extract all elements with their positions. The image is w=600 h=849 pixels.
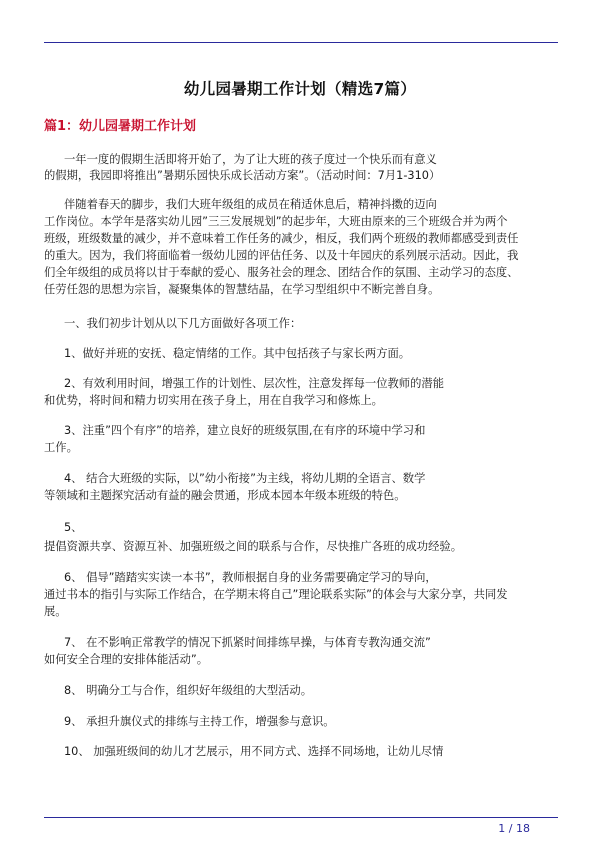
- list-item: 6、 倡导”踏踏实实读一本书”，教师根据自身的业务需要确定学习的导向，: [64, 571, 437, 584]
- page-indicator: 1 / 18: [498, 822, 530, 835]
- body-line: 的重大。因为，我们将面临着一级幼儿园的评估任务、以及十年园庆的系列展示活动。因此，我: [44, 249, 519, 262]
- section-heading: 篇1：幼儿园暑期工作计划: [44, 119, 197, 134]
- list-item-continuation: 和优势，将时间和精力切实用在孩子身上，用在自我学习和修炼上。: [44, 394, 383, 407]
- list-item: 9、 承担升旗仪式的排练与主持工作，增强参与意识。: [64, 715, 335, 728]
- header-rule: [44, 42, 558, 43]
- list-item: 1、做好并班的安抚、稳定情绪的工作。其中包括孩子与家长两方面。: [64, 347, 411, 360]
- list-item-continuation: 工作。: [44, 441, 78, 454]
- list-item: 3、注重”四个有序”的培养，建立良好的班级氛围,在有序的环境中学习和: [64, 424, 426, 437]
- body-line: 工作岗位。本学年是落实幼儿园”三三发展规划”的起步年，大班由原来的三个班级合并为两个: [44, 215, 508, 228]
- list-item: 4、 结合大班级的实际，以”幼小衔接”为主线，将幼儿期的全语言、数学: [64, 472, 426, 485]
- body-line: 们全年级组的成员将以甘于奉献的爱心、服务社会的理念、团结合作的氛围、主动学习的态度、: [44, 266, 519, 279]
- list-heading: 一、我们初步计划从以下几方面做好各项工作：: [64, 317, 302, 330]
- body-line: 的假期，我园即将推出”暑期乐园快乐成长活动方案”。（活动时间：7月1-310）: [44, 169, 441, 182]
- list-item-continuation: 等领域和主题探究活动有益的融会贯通，形成本园本年级本班级的特色。: [44, 489, 406, 502]
- footer-rule: [44, 817, 558, 818]
- list-item-continuation: 通过书本的指引与实际工作结合，在学期末将自己”理论联系实际”的体会与大家分享，共同发: [44, 588, 508, 601]
- document-title: 幼儿园暑期工作计划（精选7篇）: [183, 80, 417, 98]
- body-line: 任劳任怨的思想为宗旨，凝聚集体的智慧结晶，在学习型组织中不断完善自身。: [44, 283, 440, 296]
- list-item-continuation: 展。: [44, 605, 67, 618]
- list-item: 7、 在不影响正常教学的情况下抓紧时间排练早操，与体育专教沟通交流”: [64, 636, 431, 649]
- body-line: 一年一度的假期生活即将开始了，为了让大班的孩子度过一个快乐而有意义: [64, 153, 437, 166]
- list-item: 2、有效利用时间，增强工作的计划性、层次性，注意发挥每一位教师的潜能: [64, 377, 444, 390]
- body-line: 伴随着春天的脚步，我们大班年级组的成员在稍适休息后，精神抖擞的迈向: [64, 198, 437, 211]
- list-item: 10、 加强班级间的幼儿才艺展示，用不同方式、选择不同场地，让幼儿尽情: [64, 745, 444, 758]
- list-item-continuation: 如何安全合理的安排体能活动”。: [44, 653, 209, 666]
- list-item: 8、 明确分工与合作，组织好年级组的大型活动。: [64, 684, 313, 697]
- list-item-continuation: 提倡资源共享、资源互补、加强班级之间的联系与合作，尽快推广各班的成功经验。: [44, 540, 462, 553]
- list-item: 5、: [64, 521, 83, 534]
- body-line: 班级，班级数量的减少，并不意味着工作任务的减少，相反，我们两个班级的教师都感受到责任: [44, 232, 519, 245]
